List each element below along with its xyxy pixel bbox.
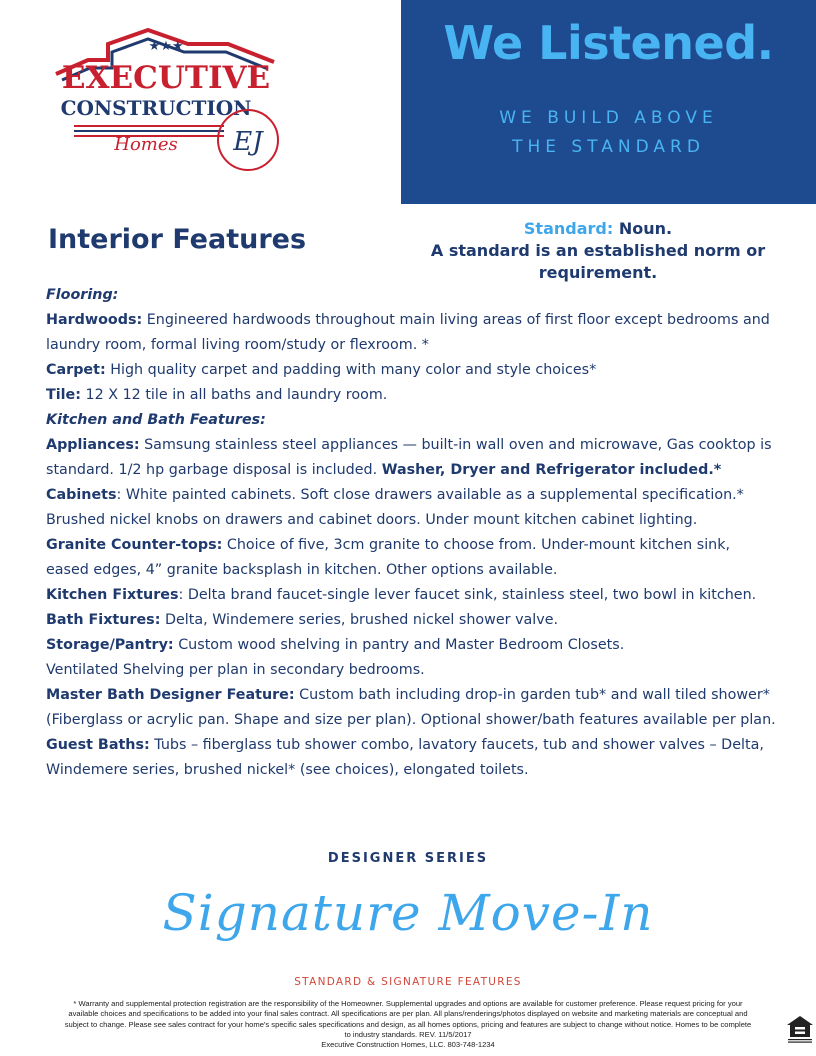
logo-line1: EXECUTIVE xyxy=(61,60,271,96)
feature-text: Custom wood shelving in pantry and Master Bedroom Closets. xyxy=(173,637,625,653)
feature-text: : White painted cabinets. Soft close drawers available as a supplemental specification.* Brushed nickel knobs on drawers and cabinet doors. Under mount kitchen cabinet lighting. xyxy=(46,487,744,528)
feature-label: Carpet: xyxy=(46,362,106,378)
feature-storage-secondary: Ventilated Shelving per plan in secondary bedrooms. xyxy=(46,662,425,678)
feature-tile xyxy=(46,383,776,408)
feature-hardwoods xyxy=(46,308,776,358)
disclaimer-line: Executive Construction Homes, LLC. 803-748-1234 xyxy=(321,1040,495,1050)
company-logo xyxy=(48,22,288,182)
disclaimer-line: to industry standards. REV. 11/5/2017 xyxy=(344,1029,472,1039)
definition-line3: requirement. xyxy=(538,263,658,282)
logo-stars: ★★★ xyxy=(148,39,184,54)
signature-title: Signature Move-In xyxy=(162,884,654,942)
feature-bath-fixtures xyxy=(46,608,776,633)
feature-guest-baths xyxy=(46,733,776,783)
standard-definition xyxy=(428,218,768,284)
disclaimer xyxy=(30,999,786,1050)
feature-label: Cabinets xyxy=(46,487,117,503)
feature-label: Master Bath Designer Feature: xyxy=(46,687,295,703)
hero-banner xyxy=(401,0,816,204)
feature-text: Delta, Windemere series, brushed nickel shower valve. xyxy=(160,612,559,628)
definition-line1 xyxy=(428,218,768,240)
feature-text: Custom bath including drop-in garden tub* and wall tiled shower* (Fiberglass or acrylic pan. Shape and size per plan). Optional shower/bath features available per plan. xyxy=(46,687,776,728)
feature-text: High quality carpet and padding with many color and style choices* xyxy=(105,362,597,378)
hero-subtitle-line1: WE BUILD ABOVE xyxy=(499,108,718,128)
feature-master-bath xyxy=(46,683,776,733)
definition-pos: Noun. xyxy=(613,219,673,238)
disclaimer-line: available choices and specifications to be added into your final sales contract. All specifications are per plan. All plans/renderings/photos displayed on website and marketing materials are conceptual and xyxy=(68,1009,748,1019)
feature-label: Appliances: xyxy=(46,437,140,453)
disclaimer-line: subject to change. Please see sales contract for your home's specific sales specifications and design, as all homes options, pricing and features are subject to change without notice. Homes to be complete xyxy=(64,1019,752,1029)
feature-label: Storage/Pantry: xyxy=(46,637,174,653)
features-label: STANDARD & SIGNATURE FEATURES xyxy=(294,976,522,988)
feature-text: Tubs – fiberglass tub shower combo, lavatory faucets, tub and shower valves – Delta, Windemere series, brushed nickel* (see choices), elongated toilets. xyxy=(46,737,764,778)
feature-label: Hardwoods: xyxy=(46,312,143,328)
feature-text: Samsung stainless steel appliances — built-in wall oven and microwave, Gas cooktop is standard. 1/2 hp garbage disposal is included. xyxy=(46,437,772,478)
definition-term: Standard: xyxy=(523,219,614,238)
feature-label: Tile: xyxy=(46,387,81,403)
feature-text: 12 X 12 tile in all baths and laundry room. xyxy=(80,387,388,403)
category-flooring: Flooring: xyxy=(46,287,119,303)
category-kitchen-bath: Kitchen and Bath Features: xyxy=(46,412,266,428)
equal-housing-icon xyxy=(786,1015,814,1045)
logo-line2: CONSTRUCTION xyxy=(60,96,252,120)
feature-storage xyxy=(46,633,776,658)
hero-subtitle-line2: THE STANDARD xyxy=(512,137,705,157)
logo-line3: Homes xyxy=(114,134,178,155)
disclaimer-line: * Warranty and supplemental protection registration are the responsibility of the Homeowner. Supplemental upgrades and options are available for customer preference. Please request pricing for your xyxy=(73,999,743,1008)
feature-granite xyxy=(46,533,776,583)
definition-line2: A standard is an established norm or xyxy=(430,241,766,260)
feature-carpet xyxy=(46,358,776,383)
feature-label: Kitchen Fixtures xyxy=(46,587,179,603)
feature-cabinets xyxy=(46,483,776,533)
feature-label: Guest Baths: xyxy=(46,737,150,753)
section-title: Interior Features xyxy=(48,224,307,255)
feature-appliances xyxy=(46,433,776,483)
features-content xyxy=(46,283,776,783)
feature-text: : Delta brand faucet-single lever faucet sink, stainless steel, two bowl in kitchen. xyxy=(178,587,757,603)
feature-highlight: Washer, Dryer and Refrigerator included.* xyxy=(381,462,722,478)
feature-label: Granite Counter-tops: xyxy=(46,537,223,553)
feature-kitchen-fixtures xyxy=(46,583,776,608)
designer-series-label: DESIGNER SERIES xyxy=(327,851,489,866)
logo-monogram: EJ xyxy=(233,127,263,157)
feature-text: Choice of five, 3cm granite to choose from. Under-mount kitchen sink, eased edges, 4” granite backsplash in kitchen. Other options available. xyxy=(46,537,731,578)
hero-subtitle xyxy=(401,104,816,162)
logo-graphic xyxy=(48,22,288,182)
feature-text: Engineered hardwoods throughout main living areas of first floor except bedrooms and laundry room, formal living room/study or flexroom. * xyxy=(46,312,770,353)
hero-title: We Listened. xyxy=(443,16,774,70)
feature-label: Bath Fixtures: xyxy=(46,612,161,628)
